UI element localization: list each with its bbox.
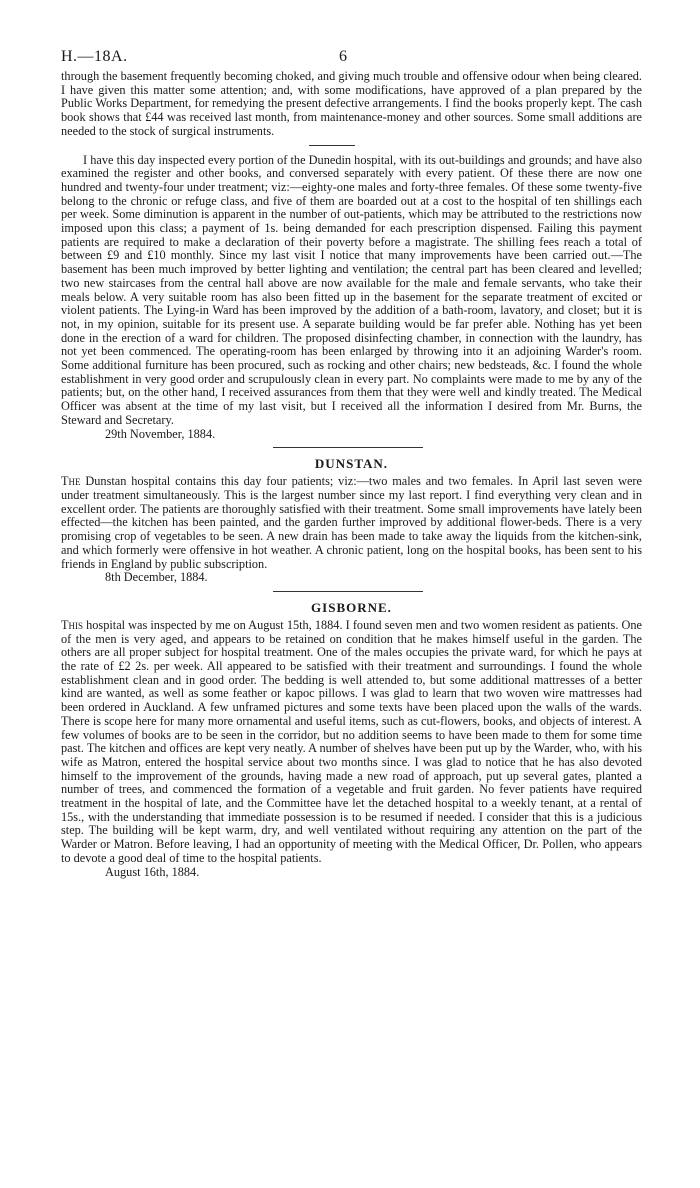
gisborne-date: August 16th, 1884.: [105, 864, 200, 879]
dunstan-heading: DUNSTAN.: [314, 456, 389, 472]
opening-paragraph: through the basement frequently becoming choked, and giving much trouble and offensive odour when being cleared. I have given this matter some attention; and, with some modifications, have approved of a plan prepared by the Public Works Department, for remedying the present defective arrangements. I find the books properly kept. The cash book shows that £44 was received last month, from maintenance-money and other sources. Some small additions are needed to the stock of surgical instruments.: [61, 69, 642, 138]
dunedin-section: [61, 154, 642, 442]
dunedin-paragraph: I have this day inspected every portion of the Dunedin hospital, with its out-buildings and grounds; and have also examined the register and other books, and conversed separately with every patient. Of these there are now one hundred and twenty-four under treatment; viz:—eighty-one males and forty-three females. Of these some twenty-five belong to the chronic or refuge class, and five of them are boarded out at a cost to the hospital of ten shillings each per week. Some diminution is apparent in the number of out-patients, which may be attributed to the restrictions now imposed upon this class; a payment of 1s. being demanded for each prescription dispensed. Failing this payment patients are required to make a declaration of their poverty before a magistrate. The shilling fees reach a total of between £9 and £10 monthly. Since my last visit I notice that many improvements have been carried out.—The basement has been much improved by better lighting and ventilation; the central part has been cleared and levelled; two new staircases from the central hall above are now available for the male and female servants, who take their meals below. A very suitable room has also been fitted up in the basement for the separate treatment of excited or violent patients. The Lying-in Ward has been improved by the addition of a bath-room, lavatory, and closet; but it is not, in my opinion, suitable for its present use. A separate building would be far prefer able. Nothing has yet been done in the erection of a ward for children. The proposed disinfecting chamber, in connection with the laundry, has not yet been commenced. The operating-room has been enlarged by throwing into it an adjoining Warder's room. Some additional furniture has been procured, such as rocking and other chairs; new bedsteads, &c. I found the whole establishment in very good order and scrupulously clean in every part. No complaints were made to me by any of the patients; but, on the other hand, I received assurances from them that they were well and kindly treated. The Medical Officer was absent at the time of my last visit, but I received all the information I desired from Mr. Burns, the Steward and Secretary.: [61, 152, 642, 427]
document-page: [61, 48, 642, 879]
dunstan-lead-word: The: [61, 474, 81, 489]
dunedin-date: 29th November, 1884.: [105, 426, 216, 441]
section-divider: [273, 591, 423, 592]
section-divider: [273, 447, 423, 448]
series-reference: H.—18A.: [61, 48, 128, 65]
dunstan-body: Dunstan hospital contains this day four patients; viz:—two males and two females. In April last seven were under treatment simultaneously. This is the largest number since my last report. I find everything very clean and in excellent order. The patients are thoroughly satisfied with their treatment. Some small improvements have lately been effected—the kitchen has been painted, and the garden further improved by additional flower-beds. There is a very promising crop of vegetables to be seen. A new drain has been made to take away the liquids from the kitchen-sink, and which formerly were offensive in hot weather. A chronic patient, long on the hospital books, has been sent to his friends in England by public subscription.: [61, 474, 642, 571]
dunstan-section: [61, 456, 642, 585]
dunstan-paragraph: [61, 475, 642, 571]
gisborne-body: hospital was inspected by me on August 15th, 1884. I found seven men and two women resident as patients. One of the men is very aged, and appears to be retained on condition that he makes himself useful in the garden. The others are all proper subject for hospital treatment. One of the males occupies the private ward, for which he pays at the rate of £2 2s. per week. All appeared to be satisfied with their treatment and surroundings. I found the whole establishment clean and in good order. The bedding is well attended to, but some additional mattresses of a better kind are wanted, as well as some feather or kapoc pillows. I was glad to learn that two woven wire mattresses had been ordered in Auckland. A few unframed pictures and some texts have been placed upon the walls of the wards. There is scope here for many more ornamental and useful items, such as cut-flowers, books, and objects of interest. A few volumes of books are to be seen in the corridor, but no addition seems to have been made to them for some time past. The kitchen and offices are kept very neatly. A number of shelves have been put up by the Warder, who, with his wife as Matron, entered the hospital service about two months since. I was glad to notice that he has also devoted himself to the improvement of the grounds, having made a new road of approach, put up several gates, planted a number of trees, and commenced the formation of a vegetable and fruit garden. No fever patients have required treatment in the hospital of late, and the Committee have let the detached hospital to a weekly tenant, at a rental of 15s., with the understanding that immediate possession is to be resumed if needed. I consider that this is a judicious step. The building will be kept warm, dry, and well ventilated without requiring any attention on the part of the Warder or Matron. Before leaving, I had an opportunity of meeting with the Medical Officer, Dr. Pollen, who appears to devote a good deal of time to the hospital patients.: [61, 617, 642, 865]
page-number: 6: [339, 48, 347, 65]
gisborne-section: [61, 600, 642, 879]
gisborne-heading: GISBORNE.: [311, 599, 392, 615]
dunstan-date: 8th December, 1884.: [105, 570, 208, 585]
gisborne-paragraph: [61, 619, 642, 866]
page-header: [61, 48, 642, 70]
section-divider: [309, 145, 355, 146]
gisborne-lead-word: This: [61, 617, 84, 632]
